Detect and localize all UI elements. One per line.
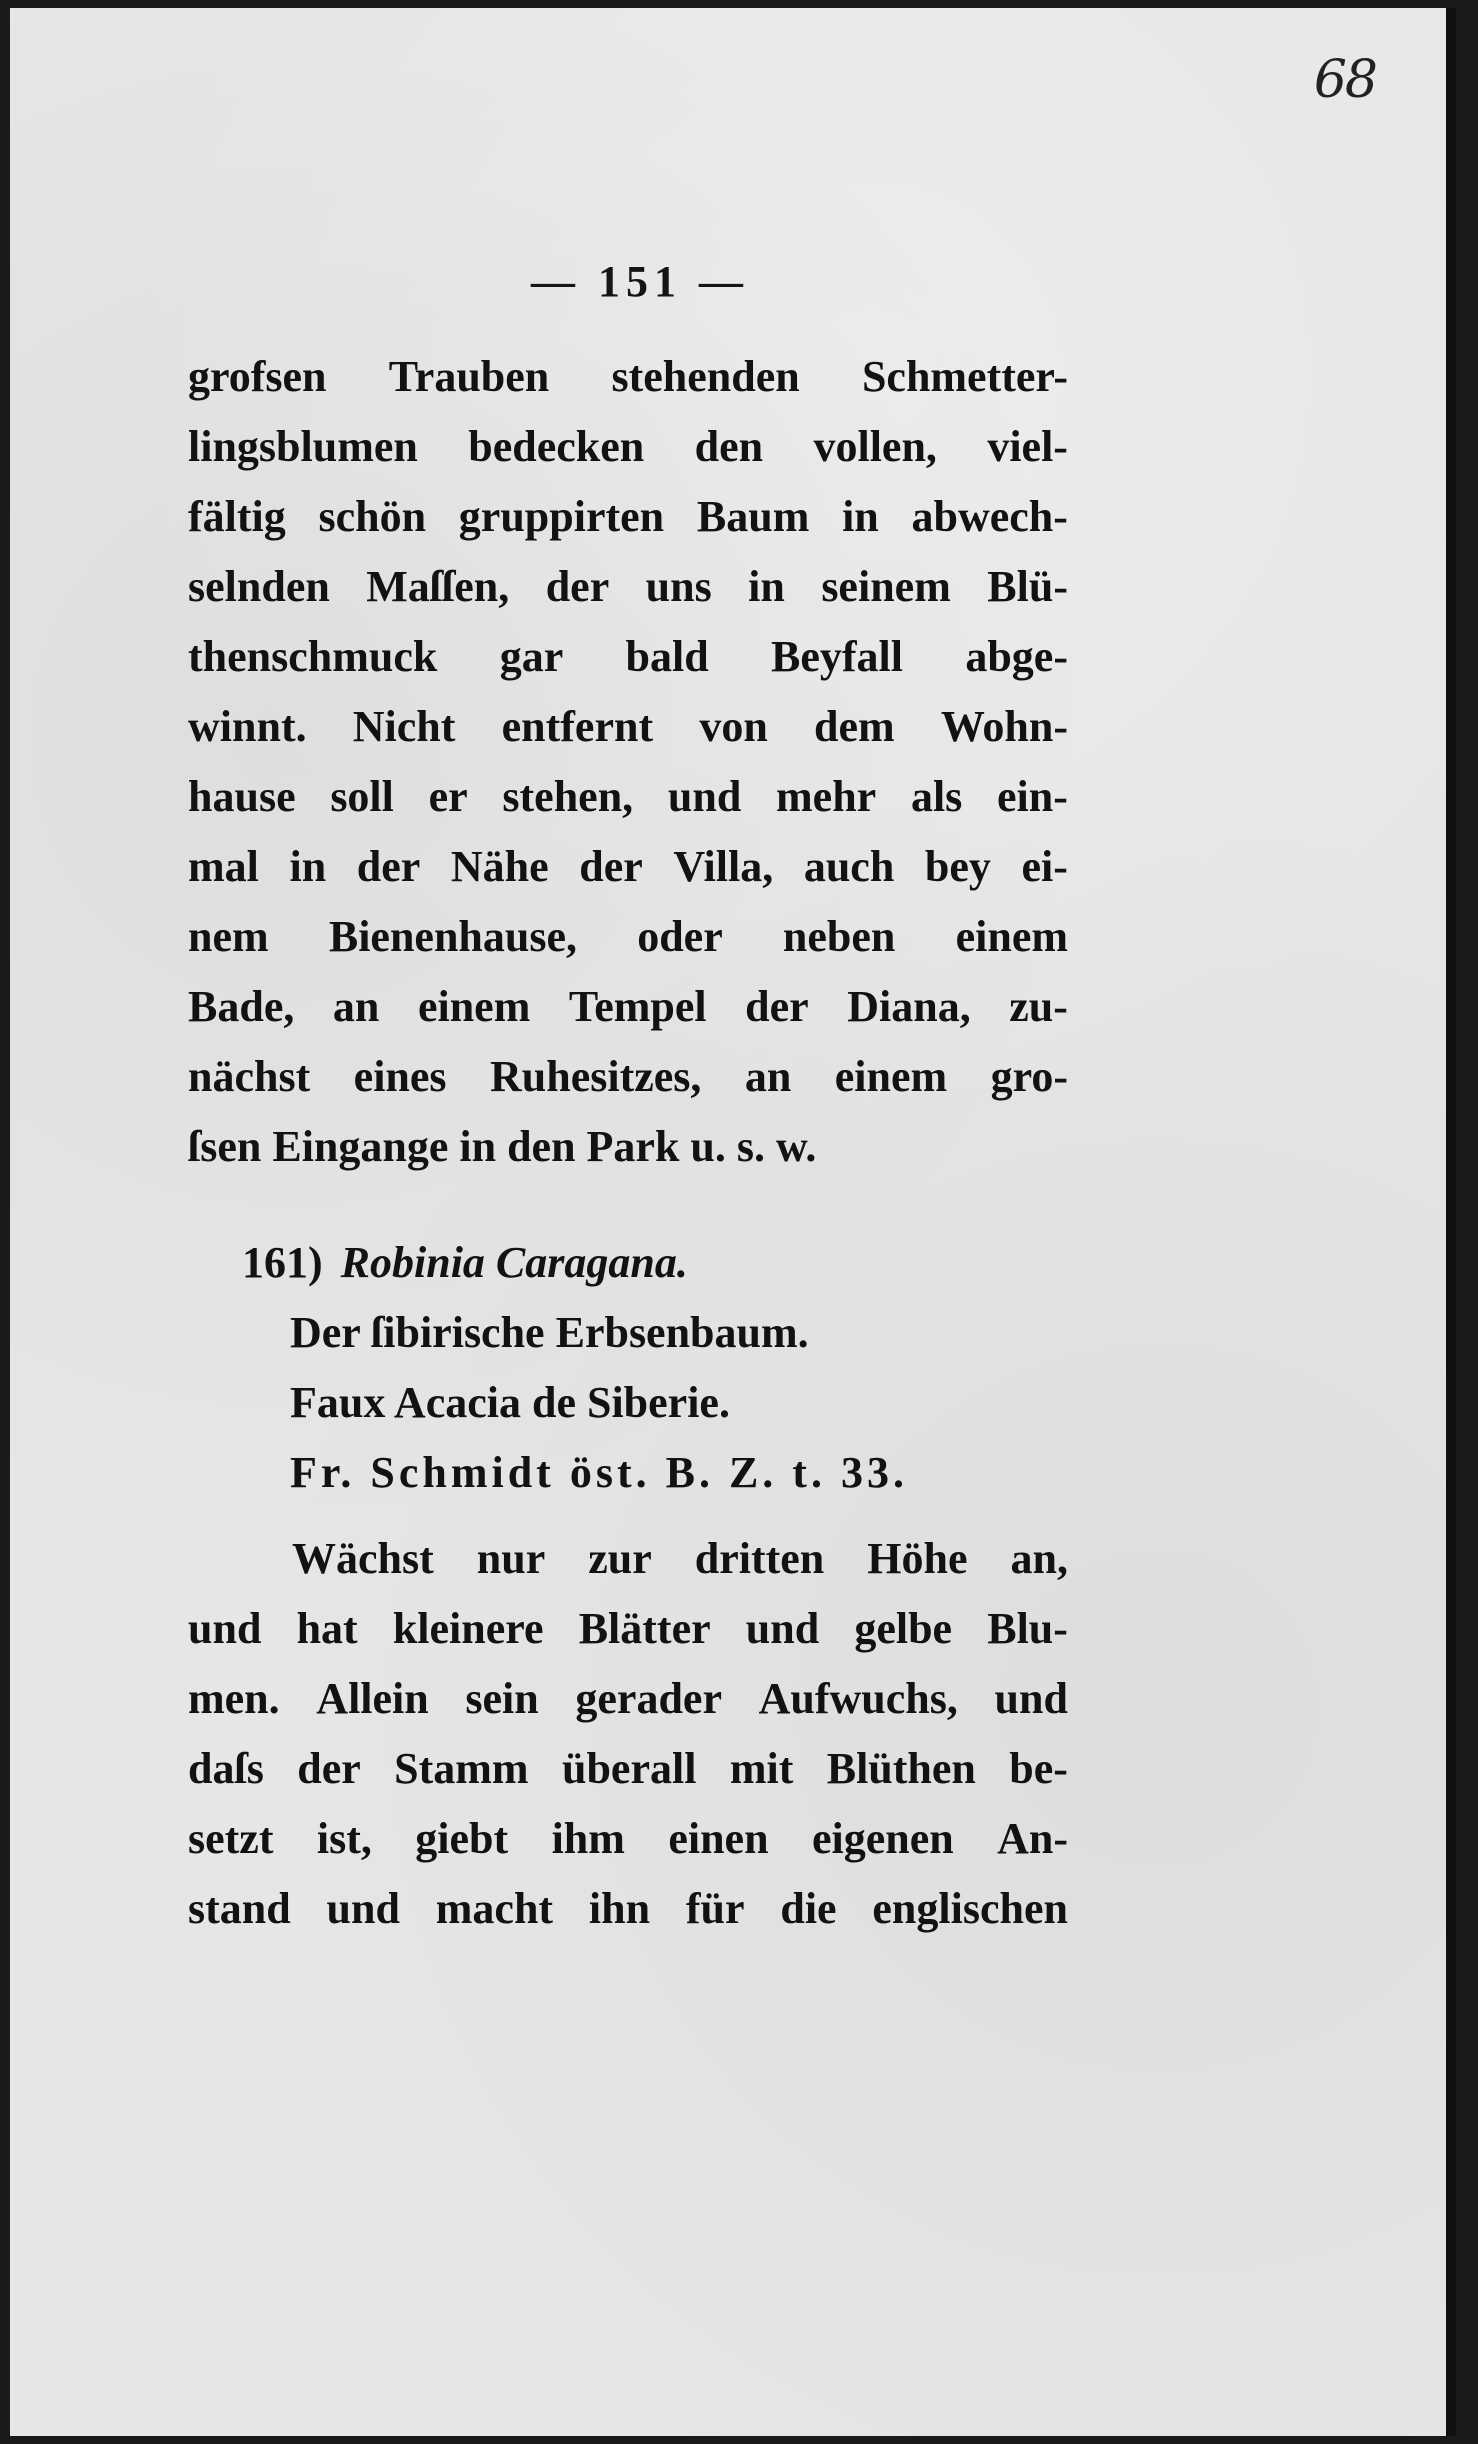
text-line: Bade, an einem Tempel der Diana, zu- — [188, 982, 1068, 1031]
text-line: hause soll er stehen, und mehr als ein- — [188, 772, 1068, 821]
text-line: thenschmuck gar bald Beyfall abge- — [188, 632, 1068, 681]
text-line: stand und macht ihn für die englischen — [188, 1884, 1068, 1933]
text-line: grofsen Trauben stehenden Schmetter- — [188, 352, 1068, 401]
reference: Fr. Schmidt öst. B. Z. t. 33. — [290, 1448, 908, 1497]
text-line: men. Allein sein gerader Aufwuchs, und — [188, 1674, 1068, 1723]
text-line: mal in der Nähe der Villa, auch bey ei- — [188, 842, 1068, 891]
text-line: setzt ist, giebt ihm einen eigenen An- — [188, 1814, 1068, 1863]
entry-heading — [242, 1228, 908, 1298]
paragraph-continuation — [188, 342, 1068, 1182]
text-line: lingsblumen bedecken den vollen, viel- — [188, 422, 1068, 471]
book-page — [10, 8, 1456, 2436]
handwritten-folio-number: 68 — [1313, 50, 1376, 110]
species-description — [188, 1524, 1068, 1944]
text-line: nächst eines Ruhesitzes, an einem gro- — [188, 1052, 1068, 1101]
german-name: Der ſibirische Erbsenbaum. — [290, 1308, 809, 1357]
species-entry — [242, 1228, 908, 1508]
text-line: selnden Maſſen, der uns in seinem Blü- — [188, 562, 1068, 611]
text-line: Wächst nur zur dritten Höhe an, — [292, 1534, 1068, 1583]
text-line: und hat kleinere Blätter und gelbe Blu- — [188, 1604, 1068, 1653]
french-name: Faux Acacia de Siberie. — [290, 1378, 730, 1427]
latin-name: Robinia Caragana. — [340, 1238, 688, 1287]
text-line: winnt. Nicht entfernt von dem Wohn- — [188, 702, 1068, 751]
text-line: fältig schön gruppirten Baum in abwech- — [188, 492, 1068, 541]
page-number-header: — 151 — — [531, 257, 749, 306]
text-line: ſsen Eingange in den Park u. s. w. — [188, 1122, 817, 1171]
text-line: daſs der Stamm überall mit Blüthen be- — [188, 1744, 1068, 1793]
text-line: nem Bienenhause, oder neben einem — [188, 912, 1068, 961]
entry-number: 161) — [242, 1238, 323, 1287]
